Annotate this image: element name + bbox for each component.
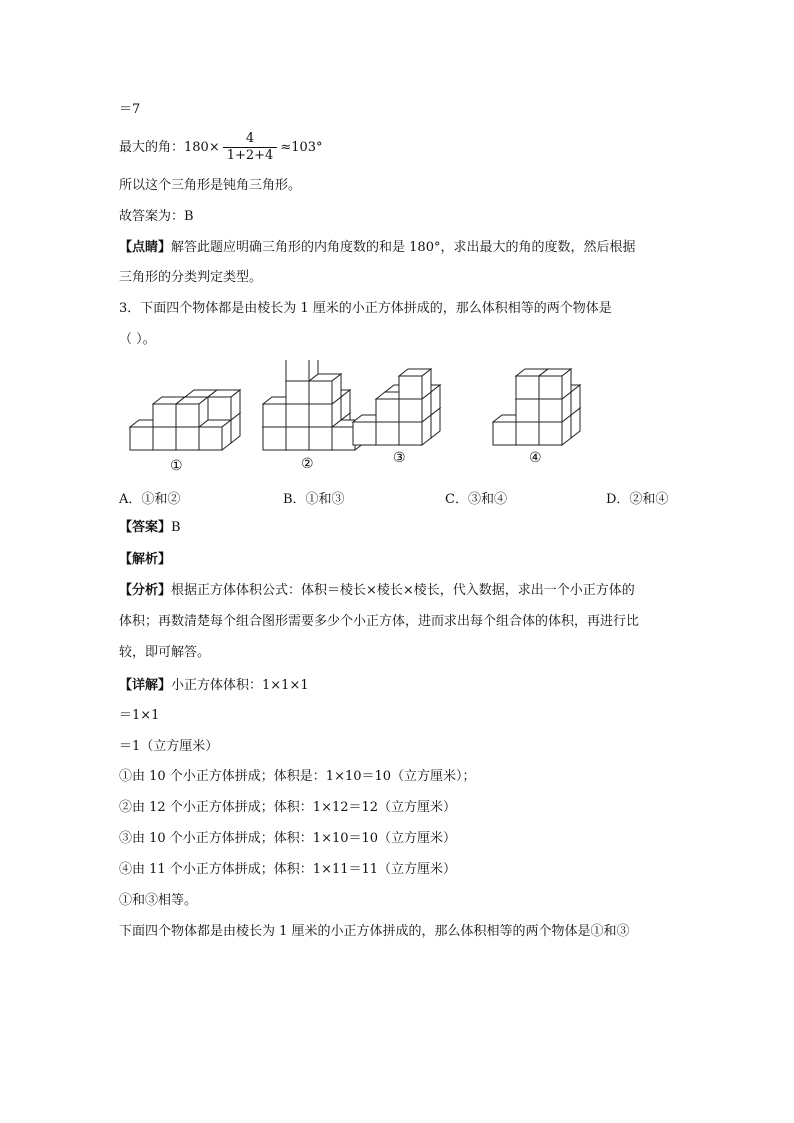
detail-line-9: 下面四个物体都是由棱长为 1 厘米的小正方体拼成的，那么体积相等的两个物体是①和③ [119, 924, 630, 939]
detail-d1: 小正方体体积：1×1×1 [171, 678, 309, 693]
cube-face [286, 381, 309, 404]
detail-tag: 【详解】 [119, 678, 172, 693]
option-d: D．②和④ [606, 492, 669, 507]
fraction [223, 131, 278, 164]
conclusion-line: 所以这个三角形是钝角三角形。 [119, 178, 302, 193]
cube-face [286, 427, 309, 450]
cube-face [153, 427, 176, 450]
cube-face [353, 422, 376, 445]
answer-block [119, 518, 181, 538]
detail-line-6: ③由 10 个小正方体拼成；体积：1×10＝10（立方厘米） [119, 831, 457, 846]
cube-face [176, 404, 199, 427]
answer-value: B [171, 520, 181, 535]
max-angle-line [119, 130, 323, 166]
analysis-title: 【解析】 [119, 552, 172, 567]
cube-face [539, 376, 562, 399]
tip-text: 解答此题应明确三角形的内角度数的和是 180°，求出最大的角的度数，然后根据 [171, 240, 636, 255]
analysis-line-3: 较，即可解答。 [119, 645, 211, 660]
analysis-line-2: 体积；再数清楚每个组合图形需要多少个小正方体，进而求出每个组合体的体积，再进行比 [119, 614, 640, 629]
equation-line-1: ＝7 [119, 102, 141, 117]
tip-line-2: 三角形的分类判定类型。 [119, 270, 263, 285]
cube-face [399, 422, 422, 445]
analysis-line-1 [119, 581, 635, 601]
answer-line: 故答案为：B [119, 209, 194, 224]
fraction-numerator: 4 [245, 131, 255, 146]
cube-face [376, 399, 399, 422]
cube-face [263, 404, 286, 427]
figure-label-1: ① [170, 458, 183, 474]
figure-label-2: ② [301, 456, 314, 472]
detail-line-7: ④由 11 个小正方体拼成；体积：1×11＝11（立方厘米） [119, 862, 457, 877]
detail-line-1 [119, 676, 309, 696]
cube-face [309, 381, 332, 404]
cube-figure-2 [263, 360, 364, 450]
cube-face [153, 404, 176, 427]
cube-face [130, 427, 153, 450]
question-blank: （ ）。 [119, 332, 156, 347]
cube-figure-4 [493, 369, 580, 445]
detail-line-3: ＝1（立方厘米） [119, 739, 219, 754]
cube-face [539, 399, 562, 422]
cube-figure-3 [353, 369, 440, 445]
cube-face [176, 427, 199, 450]
cube-face [516, 422, 539, 445]
cube-face [286, 360, 309, 381]
cube-face [539, 422, 562, 445]
option-a: A．①和② [119, 492, 181, 507]
analysis-p1: 根据正方体体积公式：体积＝棱长×棱长×棱长，代入数据，求出一个小正方体的 [171, 583, 635, 598]
cube-figures [120, 360, 710, 475]
option-b: B．①和③ [283, 492, 345, 507]
cube-face [332, 427, 355, 450]
cube-face [208, 397, 231, 420]
question-line: 3．下面四个物体都是由棱长为 1 厘米的小正方体拼成的，那么体积相等的两个物体是 [119, 301, 612, 316]
cube-face [199, 427, 222, 450]
max-angle-suffix: ≈103° [280, 140, 323, 155]
cube-figure-1 [130, 390, 240, 450]
cube-face [516, 399, 539, 422]
option-c: C．③和④ [445, 492, 507, 507]
answer-tag: 【答案】 [119, 520, 172, 535]
cube-face [263, 427, 286, 450]
cube-face [399, 376, 422, 399]
cube-face [286, 404, 309, 427]
fraction-denominator: 1+2+4 [226, 148, 274, 163]
cube-face [376, 422, 399, 445]
max-angle-prefix: 最大的角：180× [119, 140, 220, 155]
tip-tag: 【点睛】 [119, 240, 172, 255]
cube-face [309, 404, 332, 427]
cube-face [493, 422, 516, 445]
cube-face [516, 376, 539, 399]
tip-line [119, 238, 635, 258]
detail-line-8: ①和③相等。 [119, 893, 198, 908]
detail-line-2: ＝1×1 [119, 708, 160, 723]
detail-line-4: ①由 10 个小正方体拼成；体积是：1×10＝10（立方厘米）； [119, 769, 476, 784]
figure-label-3: ③ [393, 450, 406, 466]
detail-line-5: ②由 12 个小正方体拼成；体积：1×12＝12（立方厘米） [119, 800, 457, 815]
analysis-tag: 【分析】 [119, 583, 172, 598]
cube-face [399, 399, 422, 422]
cube-face [309, 427, 332, 450]
figure-label-4: ④ [529, 450, 542, 466]
